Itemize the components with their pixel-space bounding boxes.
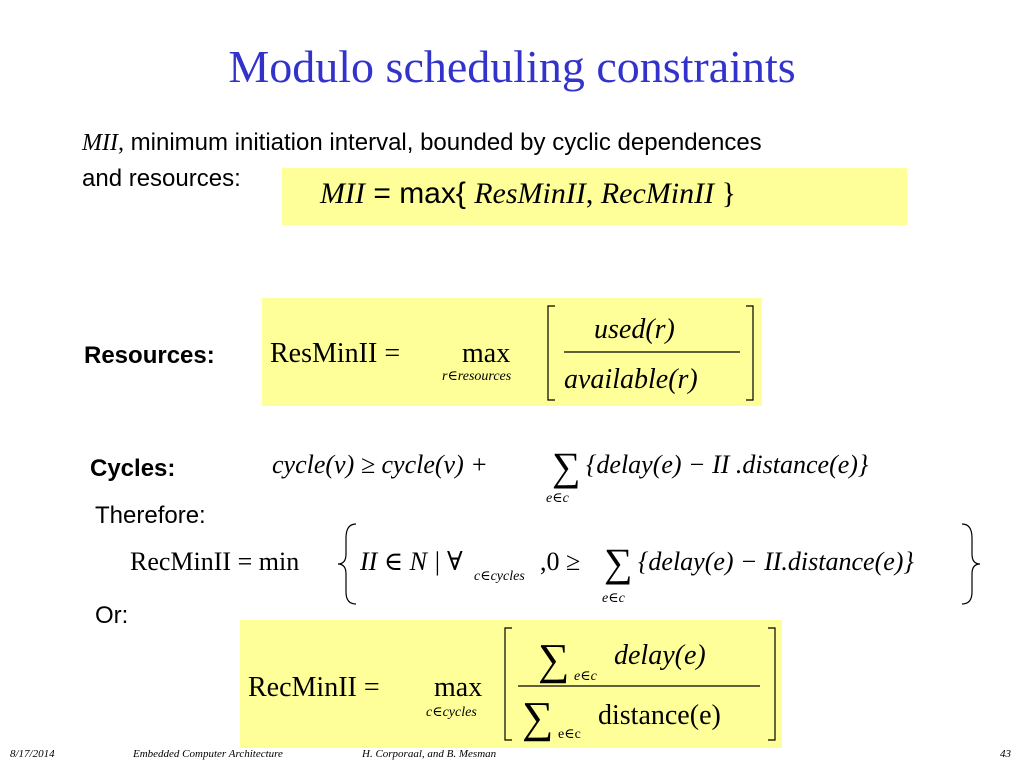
resmin-sub: r∈resources [442, 369, 512, 384]
intro-line-2: and resources: [82, 165, 241, 192]
intro-term: MII, [82, 130, 124, 156]
footer-date: 8/17/2014 [10, 748, 55, 760]
footer-page-number: 43 [1000, 748, 1011, 760]
recmin1-lhs: RecMinII = min [130, 547, 300, 576]
cycle-formula [268, 436, 968, 512]
mii-comma: , [585, 177, 601, 210]
recmin2-den-sum: ∑ [522, 693, 554, 742]
resmin-right-bracket [746, 306, 753, 400]
recmin-formula-2-box [240, 620, 782, 748]
recmin2-left-bracket [505, 628, 512, 740]
mii-arg2: RecMinII [600, 177, 715, 210]
mii-fn: max{ [399, 177, 475, 210]
recmin2-numerator: delay(e) [614, 640, 706, 671]
recmin2-op: max [434, 672, 483, 703]
recmin-formula-1 [124, 518, 994, 610]
mii-close: } [714, 177, 737, 210]
recmin1-set: II ∈ N | ∀ [360, 547, 463, 576]
intro-line-1 [82, 126, 762, 160]
footer-authors: H. Corporaal, and B. Mesman [362, 748, 497, 760]
recmin1-left-brace [338, 524, 356, 604]
recmin2-right-bracket [768, 628, 775, 740]
recmin1-sum-sub: e∈c [602, 591, 625, 606]
slide-title: Modulo scheduling constraints [228, 41, 796, 92]
cycle-sum-sub: e∈c [546, 491, 569, 506]
footer-course: Embedded Computer Architecture [133, 748, 283, 760]
or-label: Or: [95, 602, 129, 629]
resmin-numerator: used(r) [594, 314, 675, 345]
resmin-formula [262, 298, 762, 406]
mii-eq: = [364, 177, 400, 210]
cycle-text: cycle(v) ≥ cycle(v) + [272, 450, 488, 479]
resmin-denominator: available(r) [564, 364, 698, 395]
resmin-lhs: ResMinII = [270, 338, 401, 369]
recmin2-lhs: RecMinII = [248, 672, 380, 703]
recmin2-num-sum: ∑ [538, 635, 570, 684]
mii-formula [320, 177, 736, 211]
mii-lhs: MII [320, 177, 365, 210]
cycle-sum-sign: ∑ [552, 444, 581, 489]
resmin-left-bracket [548, 306, 555, 400]
intro-text: minimum initiation interval, bounded by cyclic dependences [123, 129, 762, 156]
resmin-formula-box [262, 298, 762, 406]
recmin1-forall-sub: c∈cycles [474, 569, 525, 584]
therefore-label: Therefore: [95, 502, 206, 529]
recmin2-denominator: distance(e) [598, 700, 721, 731]
resmin-op: max [462, 338, 511, 369]
recmin2-num-sub: e∈c [574, 669, 597, 684]
recmin1-sum-sign: ∑ [604, 540, 633, 585]
cycle-body: {delay(e) − II .distance(e)} [586, 450, 869, 479]
resources-label: Resources: [84, 342, 215, 369]
recmin1-body: {delay(e) − II.distance(e)} [638, 547, 914, 576]
recmin1-cond: ,0 ≥ [540, 547, 581, 576]
cycles-label: Cycles: [90, 455, 176, 482]
recmin1-right-brace [962, 524, 980, 604]
recmin-formula-2 [240, 620, 782, 748]
mii-arg1: ResMinII [474, 177, 586, 210]
mii-formula-box [282, 168, 907, 225]
recmin2-den-sub: e∈c [558, 727, 581, 742]
recmin2-sub: c∈cycles [426, 705, 477, 720]
